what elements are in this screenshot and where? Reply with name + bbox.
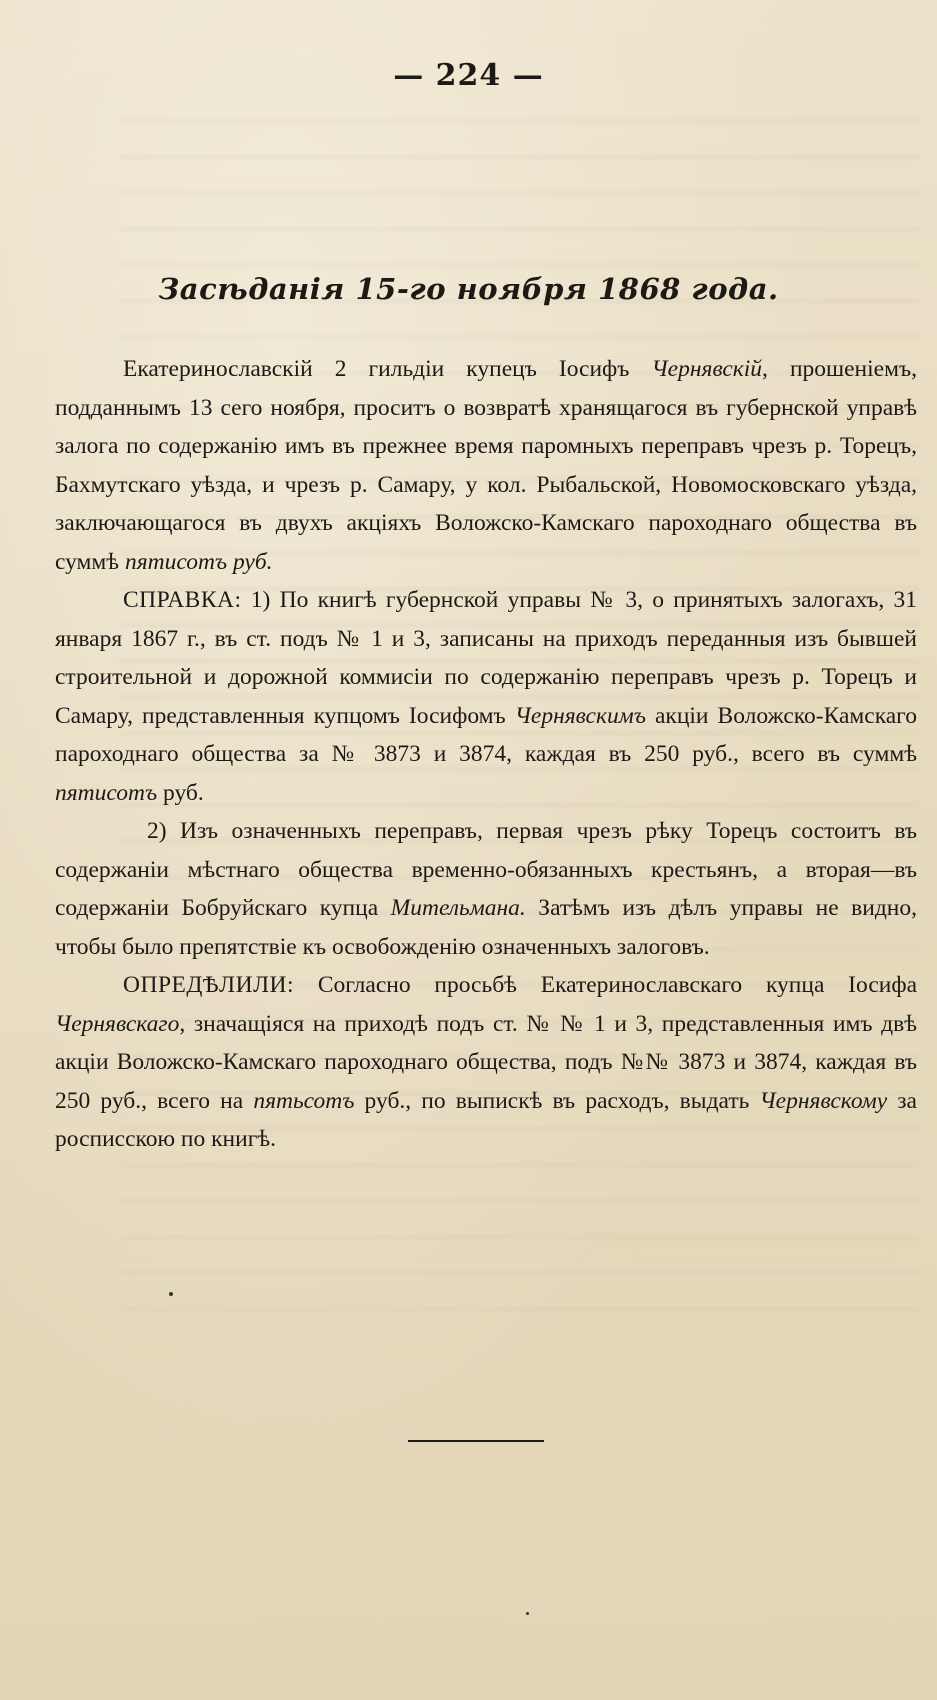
person-name: Чернявскому [759,1087,888,1114]
person-name: Мительмана. [390,895,526,921]
paragraph-text: Согласно просьбѣ Екатеринославскаго купца Іосифа [294,972,917,998]
closing-rule [408,1440,544,1442]
person-name: Чернявскимъ [514,702,646,729]
session-title: Засѣданія 15-го ноября 1868 года. [158,272,779,306]
person-name: Чернявскаго [55,1010,180,1037]
person-name: Чернявскій [651,356,763,382]
section-label: СПРАВКА: [123,587,242,613]
paragraph-text: акціи Воложско-Камскаго пароходнаго общества за № 3873 и 3874, каждая въ 250 руб., всего въ суммѣ [55,702,917,767]
paragraph-petition [55,350,917,581]
amount-text: пятисотъ [55,779,158,806]
paragraph-text: 2) Изъ означенныхъ переправъ, первая чрезъ рѣку Торецъ состоитъ въ содержаніи мѣстнаго общества временно-обязанныхъ крестьянъ, а вторая—въ содержаніи Бобруйскаго купца [55,818,917,921]
section-label: ОПРЕДѢЛИЛИ: [123,972,295,998]
paragraph-text: Затѣмъ изъ дѣлъ управы не видно, чтобы было препятствіе къ освобожденію означенныхъ залоговъ. [55,895,917,960]
paragraph-text: 1) По книгѣ губернской управы № 3, о принятыхъ залогахъ, 31 января 1867 г., въ ст. подъ № 1 и 3, записаны на приходъ переданныя изъ бывшей строительной и дорожной коммисіи по содержанію переправъ чрезъ р. Торецъ и Самару, представленныя купцомъ Іосифомъ [55,587,917,729]
paragraph-reference-2 [55,812,917,966]
page-number: — 224 — [393,58,544,93]
ink-speck [526,1612,529,1615]
ink-speck [169,1292,173,1296]
paragraph-text: руб. [157,779,204,806]
paragraph-text: Екатеринославскій 2 гильдіи купецъ Іосифъ [123,356,652,382]
paragraph-text: , прошеніемъ, подданнымъ 13 сего ноября, проситъ о возвратѣ хранящагося въ губернской управѣ залога по содержанію имъ въ прежнее время паромныхъ переправъ чрезъ р. Торецъ, Бахмутскаго уѣзда, и чрезъ р. Самару, у кол. Рыбальской, Новомосковскаго уѣзда, заключающагося въ двухъ акціяхъ Воложско-Камскаго пароходнаго общества въ суммѣ [55,356,917,575]
paragraph-text: , значащіяся на приходѣ подъ ст. № № 1 и 3, представленныя имъ двѣ акціи Воложско-Камскаго пароходнаго общества, подъ №№ 3873 и 3874, каждая въ 250 руб., всего на [55,1010,917,1114]
amount-text: пятьсотъ [253,1087,355,1114]
paragraph-reference [55,581,917,812]
amount-text: пятисотъ руб. [124,548,273,575]
paragraph-resolution [55,966,917,1159]
paragraph-text: руб., по выпискѣ въ расходъ, выдать [354,1087,760,1114]
document-body [55,350,917,1159]
paragraph-text: за росписскою по книгѣ. [55,1087,917,1152]
